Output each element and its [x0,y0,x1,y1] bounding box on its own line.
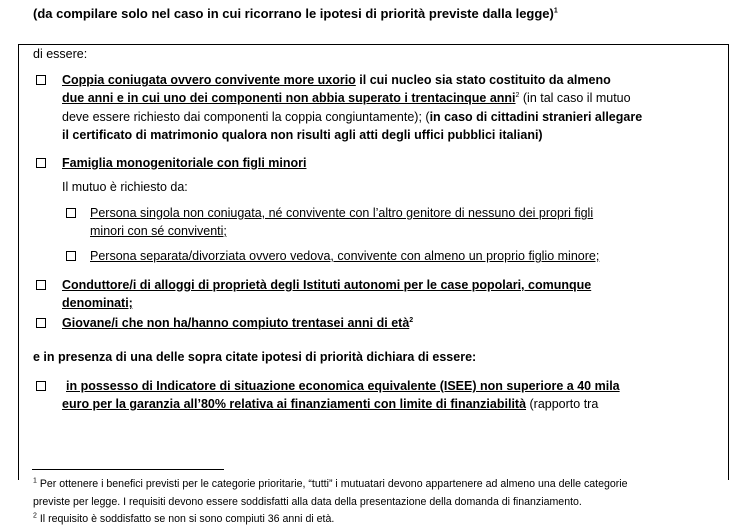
sub-persona-singola-line1: Persona singola non coniugata, né convivente con l’altro genitore di nessuno dei propri figli [90,206,594,220]
option-conduttore-checkbox[interactable] [36,280,46,290]
footnote-rule [32,469,224,470]
form-header: (da compilare solo nel caso in cui ricorrano le ipotesi di priorità previste dalla legge)$^1$ [33,6,558,21]
option-coppia-line3: deve essere richiesto dai componenti la coppia congiuntamente); (in caso di cittadini stranieri allegare [62,110,643,124]
option-coppia-line4: il certificato di matrimonio qualora non risulti agli atti degli uffici pubblici italiani) [62,128,543,142]
option-giovane-text: Giovane/i che non ha/hanno compiuto trentasei anni di età$^2$ [62,316,414,330]
option-isee-checkbox[interactable] [36,381,46,391]
sub-persona-singola-checkbox[interactable] [66,208,76,218]
option-isee-line1: in possesso di Indicatore di situazione economica equivalente (ISEE) non superiore a 40 mila [66,379,620,393]
footnote-1-line2: previste per legge. I requisiti devono essere soddisfatti alla data della presentazione della domanda di finanziamento. [33,496,582,508]
option-coppia-checkbox[interactable] [36,75,46,85]
sub-persona-separata-checkbox[interactable] [66,251,76,261]
option-coppia-line1: Coppia coniugata ovvero convivente more uxorio il cui nucleo sia stato costituito da almeno [62,73,611,87]
option-giovane-checkbox[interactable] [36,318,46,328]
intro-text: di essere: [33,47,88,61]
option-conduttore-line2: denominati; [62,296,133,310]
sub-persona-singola-line2: minori con sé conviventi; [90,224,227,238]
presence-heading: e in presenza di una delle sopra citate ipotesi di priorità dichiara di essere: [33,350,477,364]
footnote-1-line1: $^1$ Per ottenere i benefici previsti per le categorie prioritarie, “tutti” i mutuatari devono appartenere ad almeno una delle categorie [33,477,628,490]
option-isee-line2: euro per la garanzia all’80% relativa ai finanziamenti con limite di finanziabilità (rapporto tra [62,397,599,411]
option-conduttore-line1: Conduttore/i di alloggi di proprietà degli Istituti autonomi per le case popolari, comunque [62,278,592,292]
option-famiglia-subtitle: Il mutuo è richiesto da: [62,180,188,194]
option-famiglia-checkbox[interactable] [36,158,46,168]
footnote-2: $^2$ Il requisito è soddisfatto se non si sono compiuti 36 anni di età. [33,512,335,525]
option-coppia-line2: due anni e in cui uno dei componenti non abbia superato i trentacinque anni$^2$ (in tal caso il mutuo [62,91,631,105]
option-famiglia-title: Famiglia monogenitoriale con figli minori [62,156,307,170]
sub-persona-separata-text: Persona separata/divorziata ovvero vedova, convivente con almeno un proprio figlio minore; [90,249,600,263]
